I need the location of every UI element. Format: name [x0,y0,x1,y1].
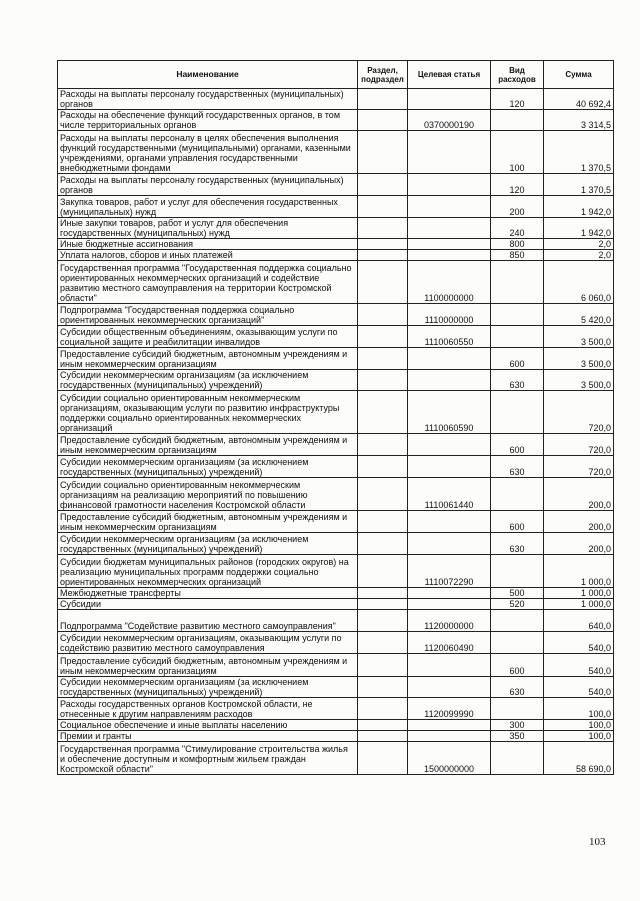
cell-kind: 630 [491,533,544,555]
cell-kind: 120 [491,89,544,110]
cell-target [408,588,491,599]
cell-sum: 720,0 [544,391,614,434]
cell-kind [491,304,544,326]
header-name: Наименование [58,61,358,89]
table-row [58,348,614,370]
cell-kind: 350 [491,731,544,742]
cell-section [358,533,408,555]
cell-sum: 1 000,0 [544,555,614,588]
cell-target [408,250,491,261]
cell-name: Расходы на выплаты персоналу в целях обеспечения выполнения функций государственными (муниципальными) органами, казенными учреждениями, органами управления государственными внебюджетными фондами [58,131,358,174]
cell-section [358,456,408,478]
cell-name: Государственная программа "Стимулирование строительства жилья и обеспечение доступным и комфортным жильем граждан Костромской области" [58,742,358,775]
cell-target [408,434,491,456]
cell-name: Предоставление субсидий бюджетным, автономным учреждениям и иным некоммерческим организациям [58,434,358,456]
table-row [58,456,614,478]
cell-name: Расходы на выплаты персоналу государственных (муниципальных) органов [58,174,358,196]
cell-name: Межбюджетные трансферты [58,588,358,599]
cell-section [358,698,408,720]
table-row [58,599,614,610]
table-header-row [58,61,614,89]
cell-section [358,731,408,742]
cell-name: Подпрограмма "Государственная поддержка социально ориентированных некоммерческих организаций" [58,304,358,326]
cell-kind [491,742,544,775]
cell-target: 0370000190 [408,110,491,131]
cell-kind: 600 [491,348,544,370]
cell-kind: 300 [491,720,544,731]
table-row [58,731,614,742]
table-row [58,239,614,250]
cell-name: Премии и гранты [58,731,358,742]
table-row [58,677,614,698]
header-kind: Вид расходов [491,61,544,89]
cell-sum: 720,0 [544,456,614,478]
cell-section [358,348,408,370]
cell-section [358,326,408,348]
cell-kind: 800 [491,239,544,250]
table-row [58,742,614,775]
cell-name: Предоставление субсидий бюджетным, автономным учреждениям и иным некоммерческим организациям [58,654,358,677]
cell-name: Уплата налогов, сборов и иных платежей [58,250,358,261]
cell-name: Субсидии [58,599,358,610]
cell-target: 1110060550 [408,326,491,348]
cell-sum: 200,0 [544,533,614,555]
cell-section [358,677,408,698]
cell-kind: 630 [491,677,544,698]
budget-table [57,60,614,775]
table-row [58,555,614,588]
cell-name: Расходы на обеспечение функций государственных органов, в том числе территориальных органов [58,110,358,131]
cell-target [408,677,491,698]
cell-sum: 5 420,0 [544,304,614,326]
cell-name: Расходы на выплаты персоналу государственных (муниципальных) органов [58,89,358,110]
cell-kind: 850 [491,250,544,261]
cell-section [358,174,408,196]
cell-target [408,731,491,742]
cell-target: 1120099990 [408,698,491,720]
cell-sum: 100,0 [544,698,614,720]
table-body [58,89,614,775]
table-row [58,698,614,720]
cell-name: Иные закупки товаров, работ и услуг для обеспечения государственных (муниципальных) нужд [58,218,358,239]
cell-target [408,218,491,239]
cell-section [358,588,408,599]
cell-target: 1100000000 [408,261,491,304]
cell-sum: 100,0 [544,731,614,742]
header-sum: Сумма [544,61,614,89]
table-row [58,533,614,555]
cell-target: 1110060590 [408,391,491,434]
cell-kind [491,632,544,654]
cell-sum: 640,0 [544,610,614,632]
cell-target [408,456,491,478]
cell-name: Субсидии некоммерческим организациям (за исключением государственных (муниципальных) учреждений) [58,533,358,555]
cell-sum: 1 942,0 [544,196,614,218]
table-row [58,632,614,654]
cell-kind: 630 [491,370,544,391]
cell-section [358,610,408,632]
cell-kind: 200 [491,196,544,218]
cell-target [408,654,491,677]
cell-section [358,239,408,250]
cell-sum: 3 500,0 [544,348,614,370]
cell-target [408,174,491,196]
cell-kind: 100 [491,131,544,174]
table-row [58,720,614,731]
cell-kind: 600 [491,434,544,456]
cell-sum: 200,0 [544,478,614,511]
cell-section [358,218,408,239]
cell-section [358,478,408,511]
cell-name: Социальное обеспечение и иные выплаты населению [58,720,358,731]
cell-sum: 3 500,0 [544,326,614,348]
cell-sum: 3 314,5 [544,110,614,131]
cell-sum: 540,0 [544,654,614,677]
cell-target: 1110000000 [408,304,491,326]
cell-kind [491,261,544,304]
cell-section [358,599,408,610]
cell-target [408,511,491,533]
cell-section [358,555,408,588]
table-row [58,261,614,304]
header-target: Целевая статья [408,61,491,89]
cell-name: Субсидии некоммерческим организациям (за исключением государственных (муниципальных) учреждений) [58,456,358,478]
cell-sum: 540,0 [544,677,614,698]
cell-sum: 1 942,0 [544,218,614,239]
cell-sum: 1 000,0 [544,599,614,610]
cell-section [358,511,408,533]
cell-kind: 600 [491,511,544,533]
cell-sum: 6 060,0 [544,261,614,304]
table-row [58,304,614,326]
table-row [58,89,614,110]
cell-target [408,533,491,555]
cell-name: Расходы государственных органов Костромской области, не отнесенные к другим направлениям расходов [58,698,358,720]
cell-section [358,654,408,677]
cell-name: Субсидии некоммерческим организациям, оказывающим услуги по содействию развитию местного самоуправления [58,632,358,654]
cell-name: Закупка товаров, работ и услуг для обеспечения государственных (муниципальных) нужд [58,196,358,218]
cell-section [358,742,408,775]
cell-kind: 240 [491,218,544,239]
header-section: Раздел, подраздел [358,61,408,89]
cell-kind: 600 [491,654,544,677]
cell-sum: 540,0 [544,632,614,654]
cell-kind: 500 [491,588,544,599]
cell-section [358,89,408,110]
cell-name: Субсидии бюджетам муниципальных районов (городских округов) на реализацию муниципальных программ поддержки социально ориентированных некоммерческих организаций [58,555,358,588]
cell-section [358,434,408,456]
cell-name: Предоставление субсидий бюджетным, автономным учреждениям и иным некоммерческим организациям [58,348,358,370]
table-row [58,218,614,239]
cell-target [408,89,491,110]
cell-kind [491,326,544,348]
table-row [58,588,614,599]
cell-name: Субсидии социально ориентированным некоммерческим организациям, оказывающим услуги по развитию инфраструктуры поддержки социально ориентированных некоммерческих организаций [58,391,358,434]
cell-kind [491,478,544,511]
cell-target: 1500000000 [408,742,491,775]
table-row [58,174,614,196]
cell-target [408,196,491,218]
cell-sum: 2,0 [544,250,614,261]
cell-sum: 58 690,0 [544,742,614,775]
cell-section [358,632,408,654]
cell-kind: 630 [491,456,544,478]
cell-kind: 120 [491,174,544,196]
cell-target [408,131,491,174]
cell-sum: 1 370,5 [544,131,614,174]
cell-section [358,261,408,304]
cell-target: 1110072290 [408,555,491,588]
table-row [58,434,614,456]
cell-sum: 720,0 [544,434,614,456]
table-row [58,250,614,261]
table-row [58,511,614,533]
cell-section [358,110,408,131]
table-row [58,654,614,677]
cell-name: Подпрограмма "Содействие развитию местного самоуправления" [58,610,358,632]
cell-target [408,239,491,250]
cell-section [358,196,408,218]
cell-kind [491,555,544,588]
cell-kind [491,110,544,131]
cell-section [358,370,408,391]
cell-kind: 520 [491,599,544,610]
cell-target: 1120000000 [408,610,491,632]
table-row [58,110,614,131]
cell-name: Субсидии некоммерческим организациям (за исключением государственных (муниципальных) учреждений) [58,370,358,391]
table-row [58,196,614,218]
cell-section [358,720,408,731]
table-row [58,478,614,511]
cell-name: Субсидии некоммерческим организациям (за исключением государственных (муниципальных) учреждений) [58,677,358,698]
cell-sum: 1 000,0 [544,588,614,599]
cell-sum: 40 692,4 [544,89,614,110]
cell-kind [491,391,544,434]
cell-sum: 200,0 [544,511,614,533]
cell-target: 1120060490 [408,632,491,654]
cell-section [358,250,408,261]
cell-sum: 1 370,5 [544,174,614,196]
table-row [58,610,614,632]
cell-name: Иные бюджетные ассигнования [58,239,358,250]
cell-target: 1110061440 [408,478,491,511]
table-row [58,131,614,174]
table-row [58,370,614,391]
cell-section [358,304,408,326]
cell-sum: 100,0 [544,720,614,731]
cell-section [358,131,408,174]
cell-name: Субсидии общественным объединениям, оказывающим услуги по социальной защите и реабилитации инвалидов [58,326,358,348]
cell-section [358,391,408,434]
cell-kind [491,610,544,632]
cell-name: Субсидии социально ориентированным некоммерческим организациям на реализацию мероприятий по повышению финансовой грамотности населения Костромской области [58,478,358,511]
page-number: 103 [589,836,606,848]
cell-target [408,370,491,391]
cell-name: Предоставление субсидий бюджетным, автономным учреждениям и иным некоммерческим организациям [58,511,358,533]
cell-sum: 2,0 [544,239,614,250]
cell-sum: 3 500,0 [544,370,614,391]
table-row [58,326,614,348]
cell-name: Государственная программа "Государственная поддержка социально ориентированных некоммерческих организаций и содействие развитию местного самоуправления на территории Костромской области" [58,261,358,304]
table-row [58,391,614,434]
cell-target [408,599,491,610]
cell-target [408,720,491,731]
cell-target [408,348,491,370]
cell-kind [491,698,544,720]
